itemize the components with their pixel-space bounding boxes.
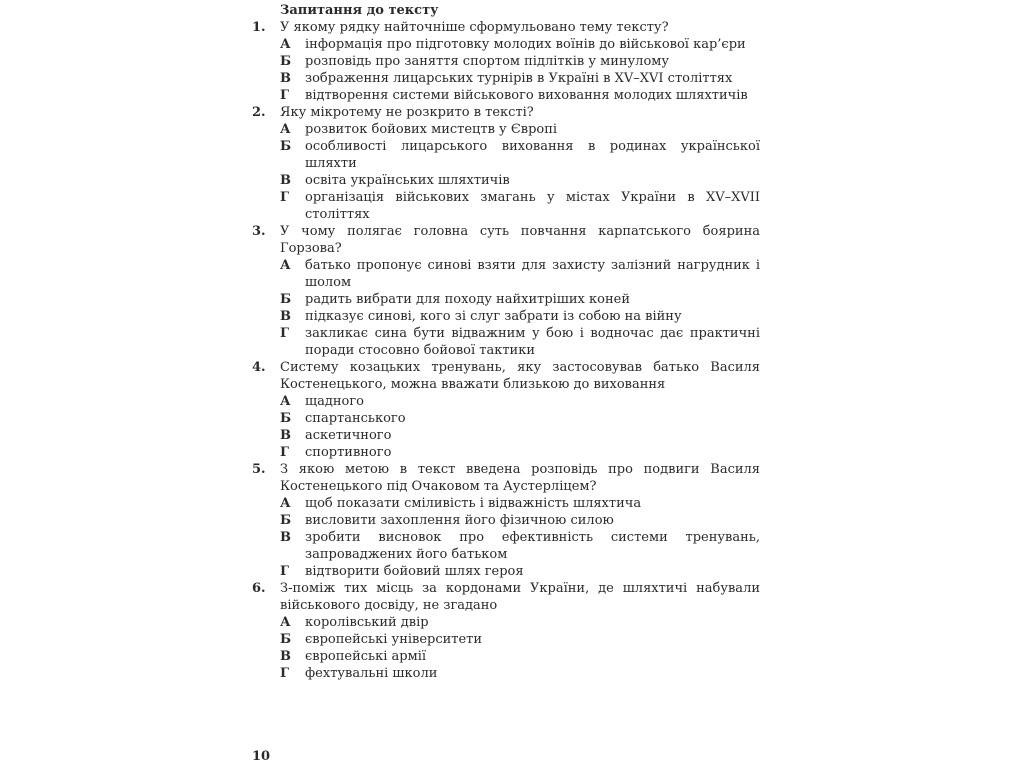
- answer-option: [252, 138, 760, 172]
- answer-option: [252, 410, 760, 427]
- question-3: [252, 223, 760, 359]
- question-2: [252, 104, 760, 223]
- answer-option: [252, 36, 760, 53]
- option-letter: Б: [280, 292, 292, 307]
- option-letter: Г: [280, 190, 289, 205]
- answer-option: [252, 444, 760, 461]
- option-text: розповідь про заняття спортом підлітків у минулому: [305, 54, 670, 69]
- question-text: Систему козацьких тренувань, яку застосовував батько Василя Костенецького, можна вважати близькою до виховання: [280, 360, 760, 392]
- answer-option: [252, 87, 760, 104]
- option-letter: Б: [280, 411, 292, 426]
- answer-option: [252, 529, 760, 563]
- questions-page: [252, 2, 760, 682]
- answer-option: [252, 665, 760, 682]
- option-text: освіта українських шляхтичів: [305, 173, 510, 188]
- option-letter: Г: [280, 666, 289, 681]
- question-1: [252, 19, 760, 104]
- option-letter: Г: [280, 564, 289, 579]
- option-text: відтворити бойовий шлях героя: [305, 564, 524, 579]
- option-letter: Б: [280, 513, 292, 528]
- option-letter: Б: [280, 54, 292, 69]
- option-text: аскетичного: [305, 428, 392, 443]
- option-text: відтворення системи військового виховання молодих шляхтичів: [305, 88, 748, 103]
- answer-option: [252, 495, 760, 512]
- option-text: радить вибрати для походу найхитріших коней: [305, 292, 630, 307]
- option-letter: А: [280, 37, 291, 52]
- answer-option: [252, 189, 760, 223]
- answer-option: [252, 172, 760, 189]
- option-letter: А: [280, 258, 291, 273]
- option-letter: Б: [280, 139, 292, 154]
- answer-option: [252, 614, 760, 631]
- option-letter: В: [280, 309, 291, 324]
- option-letter: А: [280, 122, 291, 137]
- option-text: королівський двір: [305, 615, 429, 630]
- answer-option: [252, 257, 760, 291]
- question-number: 3.: [252, 224, 266, 239]
- answer-option: [252, 427, 760, 444]
- option-text: інформація про підготовку молодих воїнів до військової кар’єри: [305, 37, 746, 52]
- option-text: європейські армії: [305, 649, 427, 664]
- question-text: З якою метою в текст введена розповідь про подвиги Василя Костенецького під Очаковом та Аустерліцем?: [280, 462, 760, 494]
- option-text: особливості лицарського виховання в родинах української шляхти: [305, 139, 760, 171]
- answer-option: [252, 325, 760, 359]
- option-text: фехтувальні школи: [305, 666, 438, 681]
- question-number: 2.: [252, 105, 266, 120]
- option-letter: Б: [280, 632, 292, 647]
- question-5: [252, 461, 760, 580]
- answer-option: [252, 70, 760, 87]
- option-letter: Г: [280, 88, 289, 103]
- option-text: щоб показати сміливість і відважність шляхтича: [305, 496, 642, 511]
- option-text: висловити захоплення його фізичною силою: [305, 513, 614, 528]
- option-text: спартанського: [305, 411, 406, 426]
- answer-option: [252, 563, 760, 580]
- option-letter: В: [280, 71, 291, 86]
- question-number: 5.: [252, 462, 266, 477]
- section-heading: Запитання до тексту: [280, 3, 439, 18]
- answer-option: [252, 53, 760, 70]
- option-text: спортивного: [305, 445, 392, 460]
- option-letter: Г: [280, 445, 289, 460]
- option-text: європейські університети: [305, 632, 483, 647]
- question-text: У якому рядку найточніше сформульовано тему тексту?: [280, 20, 669, 35]
- question-6: [252, 580, 760, 682]
- option-text: зображення лицарських турнірів в Україні в XV–XVI століттях: [305, 71, 733, 86]
- option-text: організація військових змагань у містах України в XV–XVII століттях: [305, 190, 760, 222]
- option-letter: А: [280, 496, 291, 511]
- answer-option: [252, 393, 760, 410]
- question-text: З-поміж тих місць за кордонами України, де шляхтичі набували військового досвіду, не згадано: [280, 581, 760, 613]
- option-letter: В: [280, 649, 291, 664]
- option-letter: Г: [280, 326, 289, 341]
- option-text: розвиток бойових мистецтв у Європі: [305, 122, 558, 137]
- answer-option: [252, 512, 760, 529]
- question-number: 4.: [252, 360, 266, 375]
- option-letter: В: [280, 428, 291, 443]
- option-text: батько пропонує синові взяти для захисту залізний нагрудник і шолом: [305, 258, 760, 290]
- question-text: Яку мікротему не розкрито в тексті?: [280, 105, 534, 120]
- option-letter: В: [280, 530, 291, 545]
- answer-option: [252, 308, 760, 325]
- answer-option: [252, 291, 760, 308]
- option-letter: А: [280, 394, 291, 409]
- option-text: зробити висновок про ефективність системи тренувань, запроваджених його батьком: [305, 530, 760, 562]
- question-4: [252, 359, 760, 461]
- option-text: закликає сина бути відважним у бою і водночас дає практичні поради стосовно бойової тактики: [305, 326, 760, 358]
- question-number: 6.: [252, 581, 266, 596]
- option-letter: А: [280, 615, 291, 630]
- option-text: підказує синові, кого зі слуг забрати із собою на війну: [305, 309, 682, 324]
- page-number: 10: [252, 749, 271, 764]
- answer-option: [252, 648, 760, 665]
- question-text: У чому полягає головна суть повчання карпатського боярина Горзова?: [280, 224, 760, 256]
- question-number: 1.: [252, 20, 266, 35]
- answer-option: [252, 121, 760, 138]
- answer-option: [252, 631, 760, 648]
- option-text: щадного: [305, 394, 364, 409]
- option-letter: В: [280, 173, 291, 188]
